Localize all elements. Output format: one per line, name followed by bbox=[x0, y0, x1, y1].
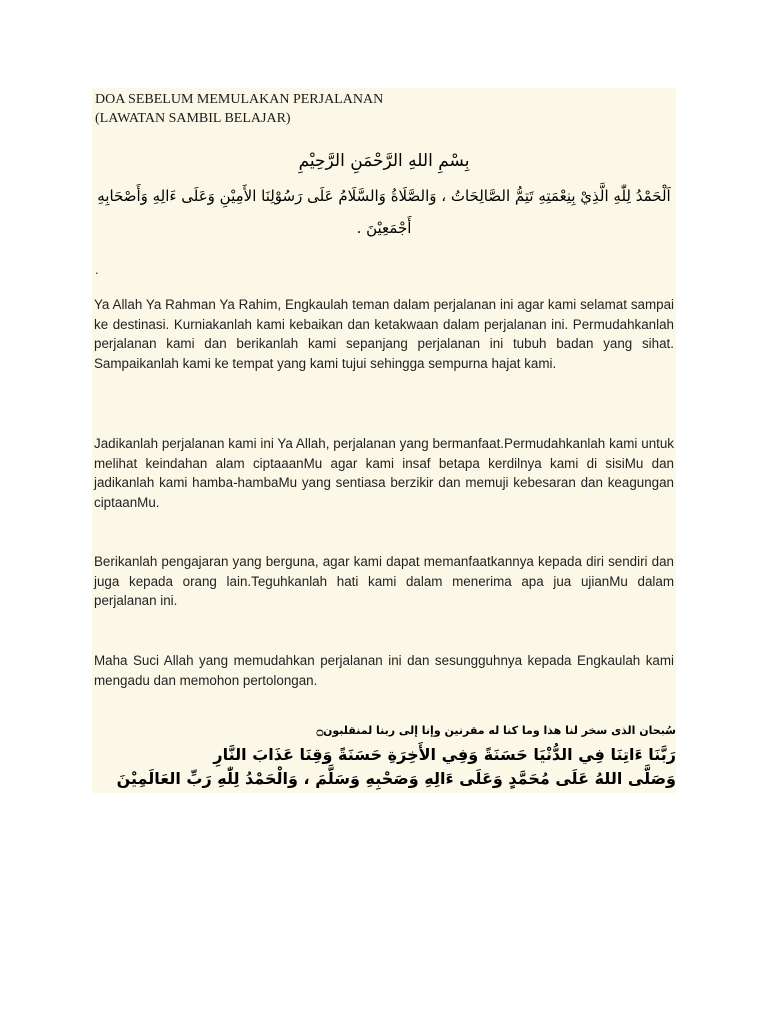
paragraph-3: Berikanlah pengajaran yang berguna, agar kami dapat memanfaatkannya kepada diri sendiri dan juga kepada orang lain.Teguhkanlah hati kami dalam menerima apa jua ujianMu dalam perjalanan ini. bbox=[94, 554, 674, 608]
separator-dot: . bbox=[95, 262, 99, 277]
paragraph-4: Maha Suci Allah yang memudahkan perjalanan ini dan sesungguhnya kepada Engkaulah kami mengadu dan memohon pertolongan. bbox=[94, 653, 674, 688]
salawat-doa: وَصَلَّى اللهُ عَلَى مُحَمَّدٍ وَعَلَى ءَالِهِ وَصَحْبِهِ وَسَلَّمَ ، وَالْحَمْدُ لِلّٰهِ رَبِّ العَالَمِيْنَ bbox=[116, 769, 676, 788]
bismillah-text: بِسْمِ اللهِ الرَّحْمَنِ الرَّحِيْمِ bbox=[298, 151, 470, 171]
hamdalah-text: اَلْحَمْدُ لِلّٰهِ الَّذِيْ بِنِعْمَتِهِ تَتِمُّ الصَّالِحَاتُ ، وَالصَّلَاةُ وَالسَّلَامُ عَلَى رَسُوْلِنَا الأَمِيْنِ وَعَلَى ءَالِهِ وَأَصْحَابِهِ أَجْمَعِيْنَ . bbox=[97, 187, 671, 237]
subhana-doa: سُبحان الذى سخر لنا هذا وما كنا له مقرنين وإنا إلى ربنا لمنقلبون۝ bbox=[316, 724, 676, 737]
rabbana-doa: رَبَّنَا ءَاتِنَا فِي الدُّنْيَا حَسَنَةً وَفِي الأَخِرَةِ حَسَنَةً وَقِنَا عَذَابَ النَّارِ bbox=[213, 745, 676, 764]
document-title bbox=[95, 90, 383, 128]
paragraph-1: Ya Allah Ya Rahman Ya Rahim, Engkaulah teman dalam perjalanan ini agar kami selamat sampai ke destinasi. Kurniakanlah kami kebaikan dan ketakwaan dalam perjalanan ini. Permudahkanlah perjalanan kami dan berikanlah kami sepanjang perjalanan ini tubuh badan yang sihat. Sampaikanlah kami ke tempat yang kami tujui sehingga sempurna hajat kami. bbox=[94, 297, 674, 371]
title-line-1: DOA SEBELUM MEMULAKAN PERJALANAN bbox=[95, 92, 384, 107]
title-line-2: (LAWATAN SAMBIL BELAJAR) bbox=[95, 111, 291, 126]
paragraph-2: Jadikanlah perjalanan kami ini Ya Allah, perjalanan yang bermanfaat.Permudahkanlah kami untuk melihat keindahan alam ciptaaanMu agar kami insaf betapa kerdilnya kami di sisiMu dan jadikanlah kami hamba-hambaMu yang sentiasa berzikir dan memuji kebesaran dan keagungan ciptaanMu. bbox=[94, 436, 674, 510]
